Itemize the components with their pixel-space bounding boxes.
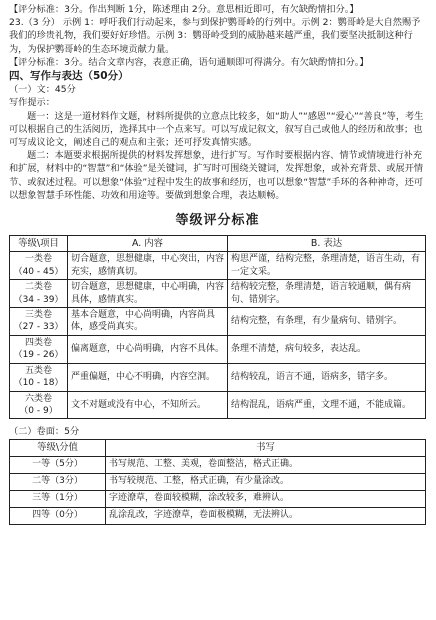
level-name: 四类卷 <box>24 337 52 348</box>
prompt-label: 写作提示： <box>9 97 55 109</box>
table-row <box>10 507 426 524</box>
table-row <box>10 335 426 363</box>
level-cell <box>10 335 68 363</box>
content-cell: 切合题意，思想健康，中心突出，内容充实，感情真切。 <box>68 252 228 280</box>
level-score: （19 - 26） <box>13 350 64 361</box>
scoring-note-22: 【评分标准：3分。作出判断 1分，陈述理由 2分。意思相近即可，有欠缺酌情扣分。】 <box>9 4 359 15</box>
level-cell: 二等（3分） <box>10 473 106 490</box>
section-title: 四、写作与表达（50分） <box>9 70 129 83</box>
level-name: 三类卷 <box>24 310 52 321</box>
content-cell: 基本合题意，中心尚明确，内容尚具体，感受尚真实。 <box>68 308 228 336</box>
content-cell: 严重偏题，中心不明确，内容空洞。 <box>68 363 228 391</box>
expression-cell: 条理不清楚，病句较多，表达乱。 <box>228 335 426 363</box>
content-cell: 文不对题或没有中心，不知所云。 <box>68 391 228 419</box>
table-row <box>10 252 426 280</box>
answer-23: 23.（3 分） 示例 1：呼吁我们行动起来，参与到保护鹦哥岭的行列中。示例 2：鹦哥岭是大自然赐予我们的珍贵礼物，我们要好好珍惜。示例 3：鹦哥岭受到的威胁越来越严重，我们要坚决抵制这种行为，为保护鹦哥岭的生态环境贡献力量。 <box>9 17 421 55</box>
level-score: （27 - 33） <box>13 322 64 333</box>
level-cell <box>10 391 68 419</box>
level-score: （34 - 39） <box>13 294 64 305</box>
content-cell: 切合题意，思想健康，中心明确，内容具体，感情真实。 <box>68 280 228 308</box>
desc-cell: 字迹潦草，卷面较模糊，涂改较多，难辨认。 <box>106 490 426 507</box>
grading-standard-title: 等级评分标准 <box>175 213 260 229</box>
writing-table <box>9 439 426 525</box>
header-level: 等级\分值 <box>10 439 106 456</box>
level-cell: 一等（5分） <box>10 456 106 473</box>
expression-cell: 结构完整，有条理，有少量病句、错别字。 <box>228 308 426 336</box>
expression-cell: 结构混乱，语病严重，文理不通，不能成篇。 <box>228 391 426 419</box>
prompt-paragraph-2: 题二：本题要求根据所提供的材料发挥想象，进行扩写。写作时要根据内容、情节或情境进行补充和扩展，材料中的“智慧”和“体验”是关键词，扩写时可围绕关键词，发挥想象，或补充背景、或展开情节、或叙述过程。可以想象“体验”过程中发生的故事和经历，也可以想象“智慧”手环的各种神奇，还可以想象智慧手环性能、功效和用途等。要做到想象合理，表达顺畅。 <box>9 150 424 201</box>
level-score: （40 - 45） <box>13 266 64 277</box>
scoring-note-23: 【评分标准：3分。结合文章内容，表意正确，语句通顺即可得满分。有欠缺酌情扣分。】 <box>9 56 369 68</box>
grading-header-row <box>10 236 426 252</box>
part2-label: （二）卷面：5分 <box>9 426 80 438</box>
desc-cell: 书写较规范、工整，格式正确，有少量涂改。 <box>106 473 426 490</box>
level-cell <box>10 252 68 280</box>
expression-cell: 结构较完整，条理清楚，语言较通顺，偶有病句、错别字。 <box>228 280 426 308</box>
table-row <box>10 490 426 507</box>
expression-cell: 构思严谨，结构完整，条理清楚，语言生动，有一定文采。 <box>228 252 426 280</box>
level-name: 五类卷 <box>24 365 52 376</box>
level-cell <box>10 363 68 391</box>
writing-header-row <box>10 439 426 456</box>
header-content: A. 内容 <box>68 236 228 252</box>
table-row <box>10 473 426 490</box>
table-row <box>10 456 426 473</box>
header-level: 等级\项目 <box>10 236 68 252</box>
desc-cell: 乱涂乱改，字迹潦草，卷面极模糊，无法辨认。 <box>106 507 426 524</box>
level-cell: 四等（0分） <box>10 507 106 524</box>
header-expression: B. 表达 <box>228 236 426 252</box>
level-score: （0 - 9） <box>19 405 58 416</box>
table-row <box>10 391 426 419</box>
content-cell: 偏离题意，中心尚明确，内容不具体。 <box>68 335 228 363</box>
table-row <box>10 363 426 391</box>
header-writing: 书写 <box>106 439 426 456</box>
level-cell <box>10 280 68 308</box>
level-cell <box>10 308 68 336</box>
expression-cell: 结构较乱，语言不通，语病多，错字多。 <box>228 363 426 391</box>
desc-cell: 书写规范、工整、美观，卷面整洁，格式正确。 <box>106 456 426 473</box>
grading-table <box>9 235 426 419</box>
part1-label: （一）文：45分 <box>9 84 76 96</box>
table-row <box>10 280 426 308</box>
table-row <box>10 308 426 336</box>
level-cell: 三等（1分） <box>10 490 106 507</box>
level-name: 二类卷 <box>24 282 52 293</box>
level-name: 六类卷 <box>24 393 52 404</box>
level-score: （10 - 18） <box>13 378 64 389</box>
level-name: 一类卷 <box>24 254 52 265</box>
prompt-paragraph-1: 题一：这是一道材料作文题，材料所提供的立意点比较多，如“助人”“感恩”“爱心”“善良”等，考生可以根据自己的生活阅历，选择其中一个点来写。可以写成记叙文，叙写自己或他人的经历和故事；也可写成议论文，阐述自己的观点和主张；还可抒发真情实感。 <box>9 110 424 149</box>
